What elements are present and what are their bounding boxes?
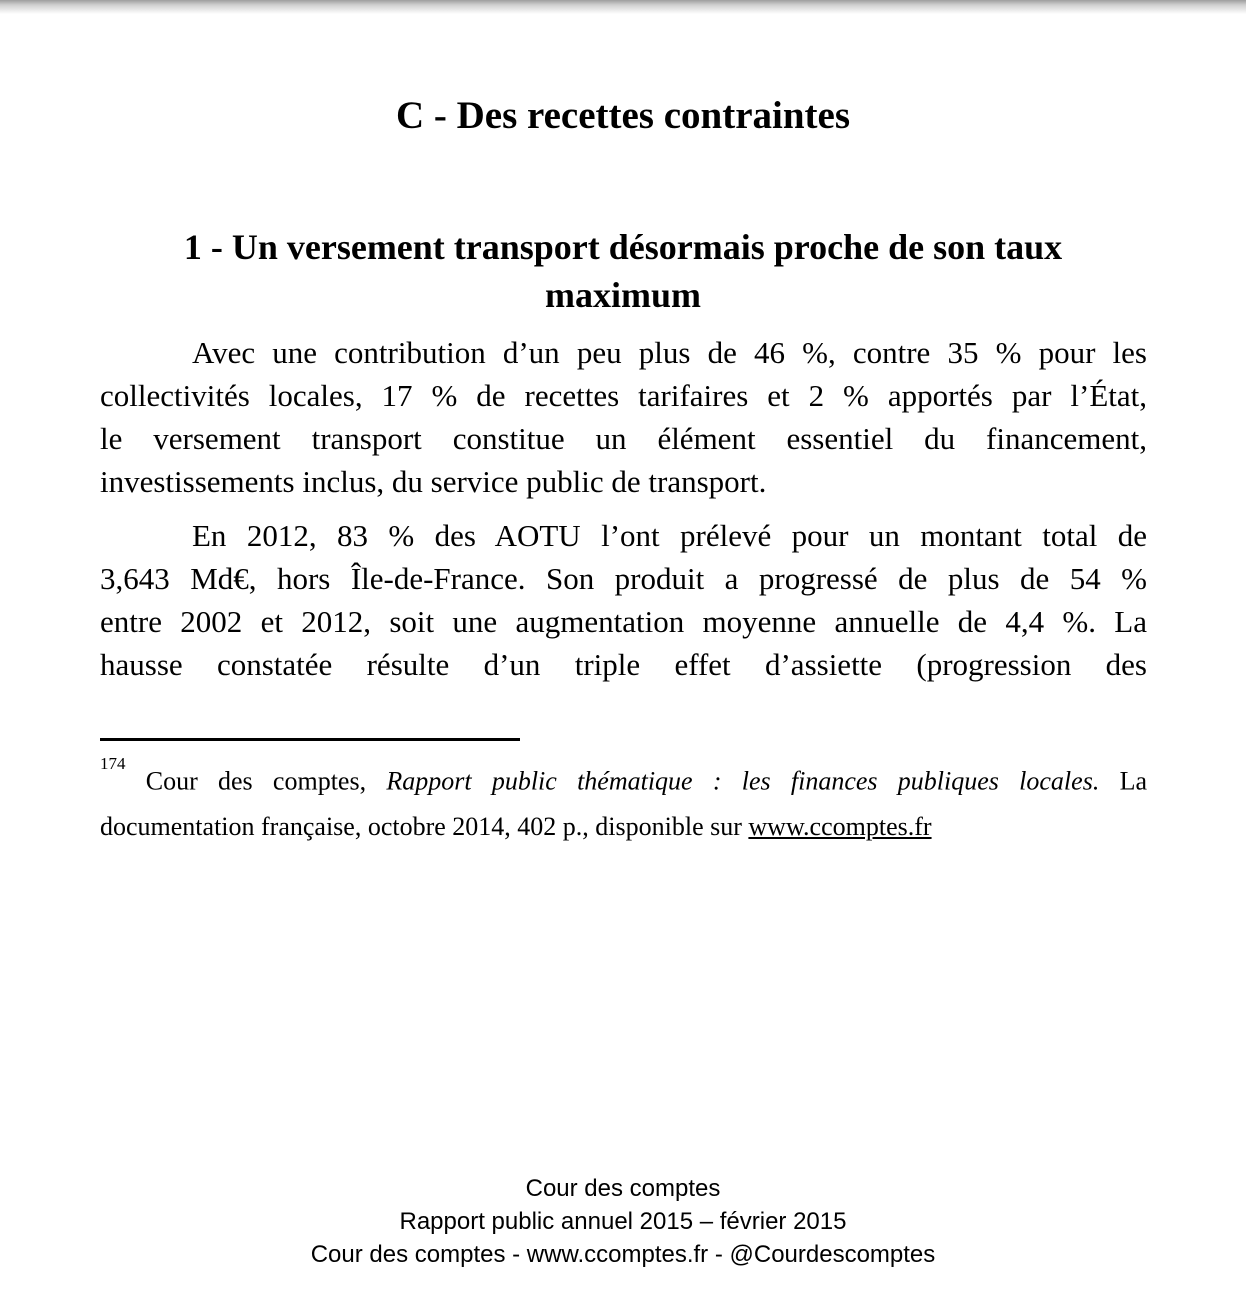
text-line: En 2012, 83 % des AOTU l’ont prélevé pour un montant total de	[192, 518, 1147, 553]
subsection-heading: 1 - Un versement transport désormais proche de son taux maximum	[183, 226, 1063, 315]
text-line: Avec une contribution d’un peu plus de 46 %, contre 35 % pour les	[192, 335, 1147, 370]
text-line: investissements inclus, du service public de transport.	[100, 464, 767, 499]
body-paragraph-2	[100, 514, 1147, 686]
footnote-link[interactable]: www.ccomptes.fr	[748, 811, 932, 841]
footnote-text: documentation française, octobre 2014, 402 p., disponible sur	[100, 811, 749, 841]
footnote-marker: 174	[100, 754, 126, 773]
page-edge-shadow	[0, 0, 1246, 14]
footer-line-2: Rapport public annuel 2015 – février 2015	[399, 1208, 847, 1235]
text-line: collectivités locales, 17 % de recettes tarifaires et 2 % apportés par l’État,	[100, 378, 1147, 413]
footnote-separator	[100, 738, 520, 741]
text-line: hausse constatée résulte d’un triple effet d’assiette (progression des	[100, 647, 1147, 682]
text-line: 3,643 Md€, hors Île-de-France. Son produit a progressé de plus de 54 %	[100, 561, 1147, 596]
footnote-line-2	[100, 804, 1147, 849]
text-line: le versement transport constitue un élément essentiel du financement,	[100, 421, 1147, 456]
section-title: C - Des recettes contraintes	[395, 94, 851, 138]
footnote-text: La	[1099, 766, 1148, 796]
footer-line-1: Cour des comptes	[525, 1175, 721, 1202]
footnote-work-title: Rapport public thématique : les finances publiques locales.	[386, 766, 1100, 796]
footnote-text: Cour des comptes,	[125, 766, 387, 796]
text-line: entre 2002 et 2012, soit une augmentation moyenne annuelle de 4,4 %. La	[100, 604, 1147, 639]
page-footer	[0, 1172, 1246, 1271]
footer-line-3: Cour des comptes - www.ccomptes.fr - @Courdescomptes	[310, 1241, 936, 1268]
footnote-line-1	[100, 752, 1147, 804]
footnote-174	[100, 752, 1147, 849]
body-paragraph-1	[100, 331, 1147, 503]
